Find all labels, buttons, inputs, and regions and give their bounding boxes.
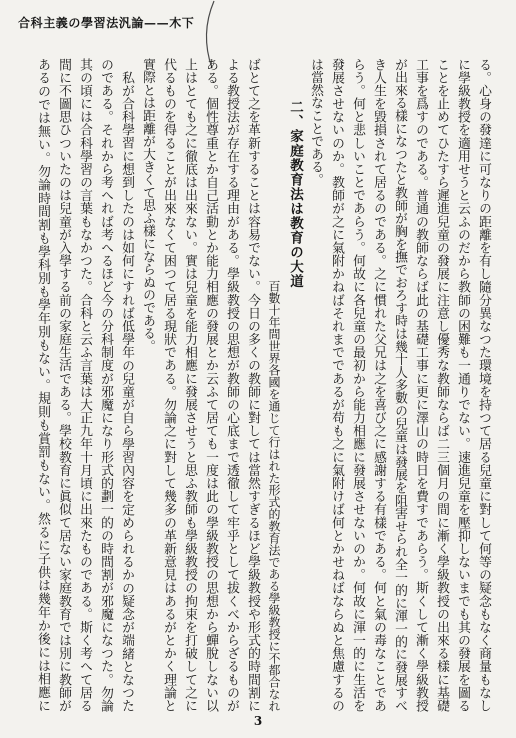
text-column: ある。個性尊重とか自己活動とか能力相應の發展とか云ふて居ても一度は此の學級教授の思想から蟬脫しない以 [203,58,218,712]
text-column: 代るものを得ることが出來なくて困つて居る現狀である。勿論之に對して幾多の革新意見はあるがとかく理論と [161,58,176,712]
body-text [32,58,494,712]
text-column: あるのでは無い。勿論時間割も學科別も學年別もない。規則も賞罰もない。然るに子供は幾年か後には相應に [35,58,50,712]
text-column: は當然なことである。 [308,58,323,186]
text-column: 私が合科學習に想到したのは如何にすれば低學年の兒童が自ら學習內容を定められるかの疑念が端緒となつた [119,70,134,712]
text-column: が出來る樣になつたと教師が胸を撫でおろす時は幾十人多數の兒童は發展を阻害せられ全一的に渾一的に發展すべ [392,58,407,712]
section-heading: 二、家庭教育法は教育の大道 [287,100,303,289]
text-column: らう。何と悲しいことであらう。何故に各兒童の最初から能力相應に發展させないのか。何故に渾一的に生活を [350,58,365,712]
text-column: る。心身の發達に可なりの距離を有し隨分異なつた環境を持つて居る兒童に對して何等の疑念もなく商量もなし [476,58,491,712]
text-column: のである。それから考へれば考へるほど今の分科制度が邪魔になり形式的劃一的の時間割が邪魔になつた。勿論 [98,58,113,712]
page-number: 3 [253,714,263,728]
text-column: ばとて之を革新することは容易でない。今日の多くの教師に對しては當然すぎるほど學級教授や形式的時間割に [245,58,260,712]
running-head: 合科主義の學習法汎論——木下 [18,16,195,30]
text-column: 上はとても之に徹底は出來ない。實は兒童を能力相應に發展させうと思ふ教師も學級教授の拘束を打破して之に [182,58,197,712]
text-column: 實際とは距離が大きくて思ふ樣にならぬのである。 [140,58,155,353]
text-column: 其の頃には合科學習の言葉もなかつた。合科と云ふ言葉は大正九年十月頃に出來たものである。斯く考へて居る [77,58,92,712]
text-column: に學級教授を適用せうと云ふのだから教師の困難も一通りでない。速進兒童を壓抑しないまでも其の發展を圖る [455,58,470,712]
text-column: よる教授法が存在する理由がある。學級教授の思想が教師の心底まで透徹して牢乎として拔くべからざるものが [224,58,239,712]
text-column: 間に不圖思ひついたのは兒童が入學する前の家庭生活である。學校教育に眞似て居ない家庭教育では別に教師が [56,58,71,712]
text-column: ことを止めてひたすら遲進兒童の發展に注意し優秀な教師ならば二三個月の間に漸く學級教授の出來る樣に基礎 [434,58,449,712]
text-column: き人生を毀損されて居るのである。之に慣れた父兄は之を喜び之に感謝する有樣である。何と氣の毒なことであ [371,58,386,712]
text-column: 百數十年間世界各國を通じて行はれた形式的教育法である學級教授に不都合なれ [267,280,281,712]
text-column: 工事を爲すのである。普通の教師ならば此の基礎工事に更に澤山の時日を費すであらう。斯くして漸く學級教授 [413,58,428,712]
text-column: 發展させないのか。教師が之に氣附かねばそれまでであるが苟も之に氣附けば何とかせねばならぬと焦慮するの [329,58,344,712]
